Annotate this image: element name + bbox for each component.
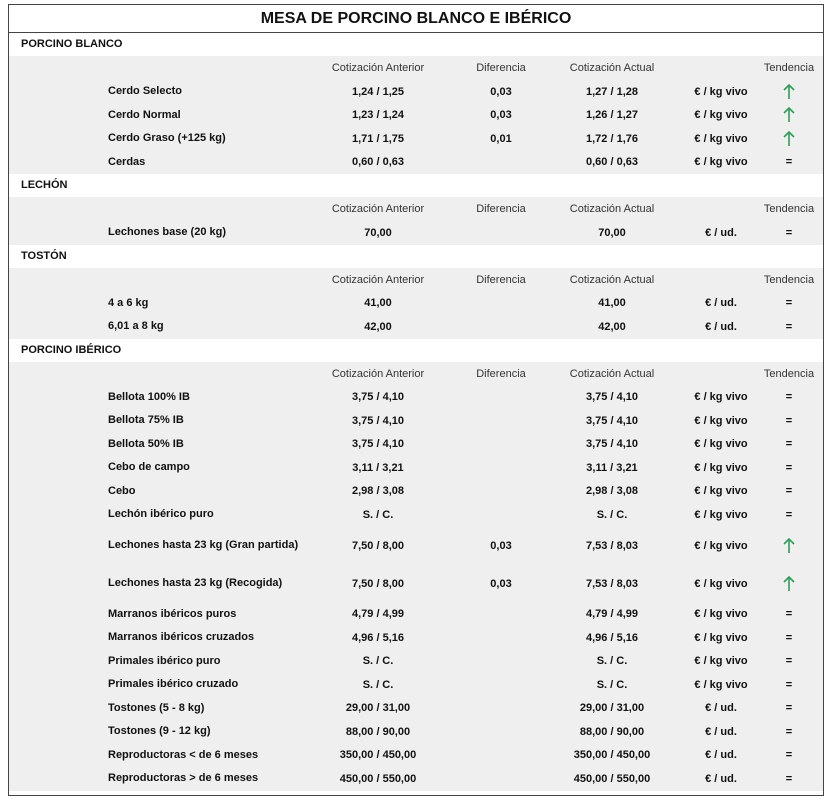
- price-difference: [461, 673, 541, 697]
- product-name-text: Lechones hasta 23 kg (Recogida): [108, 577, 283, 589]
- current-price: 88,00 / 90,00: [579, 725, 645, 738]
- trend-equal: =: [785, 608, 793, 621]
- previous-price: 70,00: [364, 226, 392, 239]
- price-unit: € / kg vivo: [694, 156, 748, 169]
- price-unit: € / kg vivo: [694, 485, 748, 498]
- trend-equal: =: [785, 508, 793, 521]
- product-name: [108, 433, 308, 457]
- product-name-text: 4 a 6 kg: [108, 296, 149, 309]
- section-label: LECHÓN: [9, 174, 823, 197]
- table-row: [9, 386, 823, 410]
- header-cotizacion-actual: Cotización Actual: [569, 203, 655, 215]
- product-name-text: Lechones base (20 kg): [108, 226, 226, 239]
- column-header-row: [9, 268, 823, 292]
- price-difference: [461, 433, 541, 457]
- price-unit: € / kg vivo: [694, 508, 748, 521]
- price-unit: € / ud.: [705, 320, 737, 333]
- section-body: [9, 56, 823, 174]
- price-unit: € / kg vivo: [694, 414, 748, 427]
- trend-equal: =: [785, 461, 793, 474]
- current-price: 3,75 / 4,10: [586, 414, 638, 427]
- product-name-text: Cerdo Graso (+125 kg): [108, 132, 226, 145]
- current-price: 1,72 / 1,76: [586, 132, 638, 145]
- previous-price: S. / C.: [362, 508, 394, 521]
- price-difference: [461, 720, 541, 744]
- product-name-text: Tostones (5 - 8 kg): [108, 701, 205, 714]
- price-table: [8, 4, 824, 796]
- trend-equal: =: [785, 485, 793, 498]
- previous-price: S. / C.: [362, 678, 394, 691]
- previous-price: 1,23 / 1,24: [352, 109, 404, 122]
- header-cotizacion-actual: Cotización Actual: [569, 367, 655, 380]
- price-difference: [461, 386, 541, 410]
- table-row: [9, 673, 823, 697]
- product-name: [108, 720, 308, 744]
- product-name-text: Lechón ibérico puro: [108, 508, 214, 521]
- trend-equal: =: [785, 725, 793, 738]
- current-price: 41,00: [598, 297, 626, 310]
- product-name-text: Marranos ibéricos cruzados: [108, 631, 255, 644]
- price-difference: [461, 744, 541, 768]
- price-unit: € / kg vivo: [694, 109, 748, 122]
- product-name: [108, 480, 308, 504]
- header-cotizacion-actual: Cotización Actual: [569, 273, 655, 286]
- table-row: [9, 626, 823, 650]
- price-unit: € / kg vivo: [694, 539, 748, 552]
- header-diferencia: Diferencia: [476, 62, 526, 74]
- price-difference: [461, 767, 541, 791]
- table-row: [9, 767, 823, 791]
- table-row: [9, 409, 823, 433]
- trend-equal: =: [785, 226, 793, 239]
- product-name-text: Bellota 50% IB: [108, 437, 184, 450]
- product-name: [108, 626, 308, 650]
- previous-price: 3,75 / 4,10: [352, 438, 404, 451]
- trend-equal: =: [785, 749, 793, 762]
- product-name: [108, 744, 308, 768]
- table-row: [9, 315, 823, 339]
- product-name: [108, 151, 308, 175]
- previous-price: 450,00 / 550,00: [339, 772, 417, 785]
- product-name: [108, 315, 308, 339]
- table-row: [9, 221, 823, 245]
- price-difference: [461, 697, 541, 721]
- previous-price: S. / C.: [362, 655, 394, 668]
- product-name: [108, 292, 308, 316]
- price-unit: € / kg vivo: [694, 678, 748, 691]
- header-tendencia: Tendencia: [763, 62, 815, 74]
- price-unit: € / kg vivo: [694, 577, 748, 590]
- header-diferencia: Diferencia: [476, 273, 526, 286]
- price-difference: [461, 603, 541, 627]
- product-name: [108, 697, 308, 721]
- current-price: 3,75 / 4,10: [586, 438, 638, 451]
- table-row: [9, 456, 823, 480]
- previous-price: 29,00 / 31,00: [345, 702, 411, 715]
- current-price: 350,00 / 450,00: [573, 749, 651, 762]
- trend-equal: =: [785, 631, 793, 644]
- trend-equal: =: [785, 320, 793, 333]
- price-unit: € / ud.: [705, 702, 737, 715]
- product-name: [108, 221, 308, 245]
- header-diferencia: Diferencia: [476, 203, 526, 215]
- table-row: [9, 565, 823, 603]
- product-name-text: Cerdo Selecto: [108, 85, 182, 98]
- arrow-up-icon: [749, 565, 829, 603]
- arrow-up-icon: [749, 104, 829, 128]
- current-price: 0,60 / 0,63: [586, 156, 638, 169]
- previous-price: 41,00: [364, 297, 392, 310]
- product-name-text: Cebo de campo: [108, 461, 190, 474]
- previous-price: 350,00 / 450,00: [339, 749, 417, 762]
- price-difference: 0,03: [490, 577, 512, 590]
- header-tendencia: Tendencia: [763, 273, 815, 286]
- product-name: [108, 386, 308, 410]
- header-tendencia: Tendencia: [763, 203, 815, 215]
- product-name-text: Bellota 75% IB: [108, 414, 184, 427]
- price-unit: € / kg vivo: [694, 608, 748, 621]
- page-title: MESA DE PORCINO BLANCO E IBÉRICO: [9, 5, 823, 33]
- trend-equal: =: [785, 772, 793, 785]
- price-unit: € / kg vivo: [694, 132, 748, 145]
- table-row: [9, 603, 823, 627]
- price-difference: [461, 221, 541, 245]
- arrow-up-icon: [749, 80, 829, 104]
- product-name-text: Lechones hasta 23 kg (Gran partida): [108, 539, 299, 551]
- current-price: 4,79 / 4,99: [586, 608, 638, 621]
- current-price: 70,00: [598, 226, 626, 239]
- price-difference: [461, 503, 541, 527]
- price-difference: [461, 480, 541, 504]
- column-header-row: [9, 56, 823, 80]
- current-price: 29,00 / 31,00: [579, 702, 645, 715]
- price-unit: € / kg vivo: [694, 655, 748, 668]
- header-cotizacion-anterior: Cotización Anterior: [331, 62, 425, 74]
- table-row: [9, 127, 823, 151]
- table-row: [9, 104, 823, 128]
- trend-equal: =: [785, 414, 793, 427]
- previous-price: 1,24 / 1,25: [352, 85, 404, 98]
- previous-price: 4,96 / 5,16: [352, 631, 404, 644]
- price-difference: [461, 456, 541, 480]
- section-body: [9, 362, 823, 791]
- current-price: 3,75 / 4,10: [586, 391, 638, 404]
- section-label: PORCINO BLANCO: [9, 33, 823, 56]
- product-name-text: Primales ibérico puro: [108, 654, 221, 667]
- sections-container: [9, 33, 823, 791]
- trend-equal: =: [785, 702, 793, 715]
- product-name: [108, 767, 308, 791]
- section-label: PORCINO IBÉRICO: [9, 339, 823, 362]
- current-price: S. / C.: [596, 508, 628, 521]
- section-body: [9, 268, 823, 339]
- price-unit: € / ud.: [705, 226, 737, 239]
- header-diferencia: Diferencia: [476, 367, 526, 380]
- current-price: 450,00 / 550,00: [573, 772, 651, 785]
- table-row: [9, 503, 823, 527]
- previous-price: 3,75 / 4,10: [352, 391, 404, 404]
- product-name-text: Primales ibérico cruzado: [108, 678, 239, 691]
- table-row: [9, 650, 823, 674]
- table-row: [9, 697, 823, 721]
- product-name: [108, 565, 308, 603]
- current-price: S. / C.: [596, 678, 628, 691]
- product-name-text: Reproductoras > de 6 meses: [108, 772, 259, 785]
- price-difference: 0,03: [490, 85, 512, 98]
- product-name: [108, 127, 308, 151]
- product-name: [108, 650, 308, 674]
- previous-price: 0,60 / 0,63: [352, 156, 404, 169]
- current-price: 3,11 / 3,21: [586, 461, 638, 474]
- product-name-text: Reproductoras < de 6 meses: [108, 748, 259, 761]
- product-name-text: 6,01 a 8 kg: [108, 320, 164, 333]
- previous-price: 1,71 / 1,75: [352, 132, 404, 145]
- previous-price: 3,75 / 4,10: [352, 414, 404, 427]
- table-row: [9, 527, 823, 565]
- product-name: [108, 104, 308, 128]
- header-cotizacion-anterior: Cotización Anterior: [331, 367, 425, 380]
- column-header-row: [9, 362, 823, 386]
- trend-equal: =: [785, 438, 793, 451]
- current-price: S. / C.: [596, 655, 628, 668]
- price-difference: [461, 315, 541, 339]
- product-name: [108, 603, 308, 627]
- product-name: [108, 456, 308, 480]
- table-row: [9, 480, 823, 504]
- previous-price: 3,11 / 3,21: [352, 461, 404, 474]
- price-unit: € / ud.: [705, 749, 737, 762]
- product-name-text: Bellota 100% IB: [108, 390, 190, 403]
- trend-equal: =: [785, 297, 793, 310]
- product-name: [108, 503, 308, 527]
- previous-price: 42,00: [364, 320, 392, 333]
- header-cotizacion-anterior: Cotización Anterior: [331, 273, 425, 286]
- current-price: 1,27 / 1,28: [586, 85, 638, 98]
- trend-equal: =: [785, 678, 793, 691]
- current-price: 4,96 / 5,16: [586, 631, 638, 644]
- price-unit: € / ud.: [705, 772, 737, 785]
- trend-equal: =: [785, 655, 793, 668]
- section-body: [9, 197, 823, 245]
- price-unit: € / kg vivo: [694, 391, 748, 404]
- table-row: [9, 744, 823, 768]
- price-difference: [461, 409, 541, 433]
- product-name-text: Cerdo Normal: [108, 108, 181, 121]
- current-price: 7,53 / 8,03: [586, 577, 638, 590]
- header-tendencia: Tendencia: [763, 367, 815, 380]
- price-unit: € / kg vivo: [694, 461, 748, 474]
- current-price: 2,98 / 3,08: [586, 485, 638, 498]
- header-cotizacion-actual: Cotización Actual: [569, 62, 655, 74]
- price-difference: [461, 292, 541, 316]
- product-name-text: Cerdas: [108, 155, 146, 168]
- current-price: 1,26 / 1,27: [586, 109, 638, 122]
- trend-equal: =: [785, 391, 793, 404]
- price-unit: € / kg vivo: [694, 85, 748, 98]
- price-difference: 0,03: [490, 539, 512, 552]
- column-header-row: [9, 197, 823, 221]
- price-difference: [461, 151, 541, 175]
- price-difference: 0,03: [490, 109, 512, 122]
- current-price: 42,00: [598, 320, 626, 333]
- product-name-text: Marranos ibéricos puros: [108, 607, 237, 620]
- current-price: 7,53 / 8,03: [586, 539, 638, 552]
- section-label: TOSTÓN: [9, 245, 823, 268]
- previous-price: 88,00 / 90,00: [345, 725, 411, 738]
- product-name-text: Cebo: [108, 484, 136, 497]
- product-name: [108, 80, 308, 104]
- previous-price: 7,50 / 8,00: [352, 577, 404, 590]
- product-name: [108, 673, 308, 697]
- previous-price: 7,50 / 8,00: [352, 539, 404, 552]
- price-unit: € / ud.: [705, 297, 737, 310]
- price-difference: [461, 626, 541, 650]
- previous-price: 4,79 / 4,99: [352, 608, 404, 621]
- price-unit: € / kg vivo: [694, 438, 748, 451]
- trend-equal: =: [785, 156, 793, 169]
- table-row: [9, 433, 823, 457]
- table-row: [9, 80, 823, 104]
- table-row: [9, 151, 823, 175]
- product-name-text: Tostones (9 - 12 kg): [108, 725, 211, 738]
- table-row: [9, 720, 823, 744]
- price-unit: € / kg vivo: [694, 631, 748, 644]
- price-difference: [461, 650, 541, 674]
- price-difference: 0,01: [490, 132, 512, 145]
- product-name: [108, 409, 308, 433]
- arrow-up-icon: [749, 127, 829, 151]
- header-cotizacion-anterior: Cotización Anterior: [331, 203, 425, 215]
- previous-price: 2,98 / 3,08: [352, 485, 404, 498]
- product-name: [108, 527, 308, 565]
- price-unit: € / ud.: [705, 725, 737, 738]
- arrow-up-icon: [749, 527, 829, 565]
- table-row: [9, 292, 823, 316]
